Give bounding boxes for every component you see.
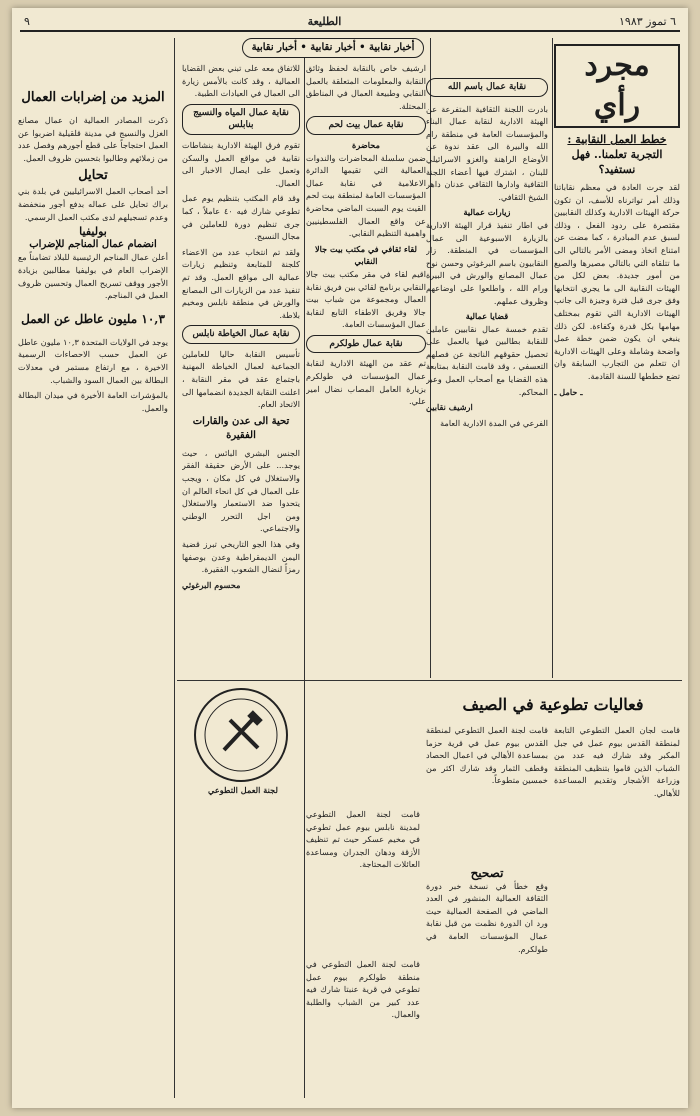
volunteer-text2: قامت لجنة العمل التطوعي لمنطقة القدس بيوم عمل في قرية حزما بمساعدة الأهالي في اعمال الحصاد وقطف الثمار وقد شارك اكثر من خمسين متطوعاً. [426, 725, 548, 786]
box-nablus-tailoring: نقابة عمال الخياطة نابلس [182, 325, 300, 344]
col4-body6: الجنس البشري البائس ، حيث يوجد... على الأرض حقيقة الفقر والاستغلال في كل مكان ، ويجب على العمال في كل انحاء العالم ان يتحدوا ضد الاستعمار والاستغلال ومن اجل التحرر الوطني والاجتماعي. [182, 447, 300, 534]
col3-sub1: محاضرة [352, 139, 380, 150]
union-news-column-2 [426, 38, 548, 678]
col2-body3: تقدم خمسة عمال نقابيين عاملين للنقابة بطالبين فيها بالعمل على تحصيل حقوقهم الناتجة عن فصلهم التعسفي ، وقد قامت النقابة بمتابعة هذه القضايا مع أصحاب العمل وعبر المحاكم. [426, 323, 548, 397]
col4-body3: وقد قام المكتب بتنظيم يوم عمل تطوعي شارك فيه ٤٠ عاملاً ، كما جرى تنظيم دورة للعاملين في مجال النسيج. [182, 193, 300, 242]
volunteer-col1 [554, 724, 680, 1094]
col4-body7: وفي هذا الجو التاريخي تبرز قضية اليمن الديمقراطية وعدن بوصفها رمزاً لنضال الشعوب الفقيرة. [182, 539, 300, 575]
union-news-column-3 [306, 62, 426, 677]
opinion-column [554, 38, 680, 678]
col5-sub3: انضمام عمال المناجم للإضراب [29, 238, 157, 250]
issue-date: ٦ تموز ١٩٨٣ [619, 14, 676, 28]
col3-sub2: لقاء ثقافي في مكتب بيت جالا النقابي [314, 243, 418, 267]
col3-body2: ضمن سلسلة المحاضرات والندوات العمالية التي تقيمها الدائرة الاعلامية في نقابة عمال المؤسسات العامة لمنطقة بيت لحم القيت يوم السبت الماضي محاضرة عن واقع العمال الفلسطينيين واهمية التنظيم النقابي. [306, 152, 426, 239]
col4-body5: تأسيس النقابة حاليا للعاملين الجماعية لعمال الخياطة المهنية باجتماع عقد في مقر النقابة ، اعلنت النقابة الجديدة انضمامها الى الاتحاد العام. [182, 348, 300, 410]
newspaper-page [12, 8, 688, 1108]
volunteer-text4: قامت لجنة العمل التطوعي في منطقة طولكرم بيوم عمل تطوعي في قرية عنبتا شارك فيه عدد كبير من الشباب والطلبة والعمال. [306, 959, 420, 1020]
col5-body4: يوجد في الولايات المتحدة ١٠,٣ مليون عاطل عن العمل حسب الاحصاءات الرسمية الاخيرة ، مع ارتفاع مستمر في معدلات البطالة بين العمال السود والشباب. [18, 336, 168, 385]
news-banner: أخبار نقابية • أخبار نقابية • أخبار نقابية [242, 38, 424, 58]
col2-sub1: زيارات عمالية [463, 207, 511, 218]
running-header [20, 12, 680, 32]
page-number: ٩ [24, 14, 30, 28]
box-title-ramallah: نقابة عمال باسم الله [426, 78, 548, 97]
col4-body4: ولقد تم انتخاب عدد من الاعضاء كلجنة للمتابعة وتنظيم زيارات عمالية الى مواقع العمل. وقد تم تنفيذ عدد من الزيارات الى المصانع والورش في منطقة نابلس ومخيم بلاطة. [182, 246, 300, 320]
col3-body1: ارشيف خاص بالنقابة لحفظ وثائق النقابة والمعلومات المتعلقة بالعمل النقابي وطبيعة العمال في المناطق المحتلة. [306, 63, 426, 111]
opinion-signature: ـ حامل ـ [554, 386, 583, 397]
col5-box: ١٠,٣ مليون عاطل عن العمل [21, 311, 165, 326]
volunteer-logo-caption: لجنة العمل التطوعي [208, 785, 278, 795]
col2-footer: الفرعي في المدة الادارية العامة [440, 417, 548, 428]
box-nablus-textile: نقابة عمال المياه والنسيج بنابلس [182, 104, 300, 135]
paper-name: الطليعة [307, 14, 342, 28]
col3-body4: تم عقد من الهيئة الادارية لنقابة عمال المؤسسات في طولكرم بزيارة العامل المصاب نضال امير علي. [306, 358, 426, 407]
col5-body5: بالمؤشرات العامة الأخيرة في ميدان البطالة والعمل. [18, 390, 168, 413]
correction-title: تصحيح [470, 865, 504, 880]
col4-body1: للاتفاق معه على تبني بعض القضايا العمالية ، وقد كانت بالأمس زيارة الى العمال في العيادات الطبية. [182, 63, 300, 99]
col5-sub2: بوليفيا [79, 225, 107, 239]
col2-body2: في اطار تنفيذ قرار الهيئة الادارية بالزيارة الاسبوعية الى عمال المؤسسات في المنطقة. زار النقابيون باسم البرغوثي وحسن نوح عمال المصانع والورش في البيرة ورام الله ، واطلعوا على اوضاعهم وظروف عملهم. [426, 219, 548, 306]
col2-signature: ارشيف نقابين [426, 402, 473, 413]
col4-sub: تحية الى عدن والقارات الفقيرة [192, 415, 290, 441]
strikes-column [18, 38, 168, 1098]
masthead-title: مجرد رأي [554, 44, 680, 128]
volunteer-col2 [426, 724, 548, 1094]
col5-body3: أعلن عمال المناجم الرئيسية للبلاد تضامناً مع الإضراب العام في بوليفيا مطالبين بزيادة الأجور ووقف تسريح العمال وتحسين ظروف العمل في المناجم. [18, 252, 168, 301]
volunteer-text3: قامت لجنة العمل التطوعي لمدينة نابلس بيوم عمل تطوعي في مخيم عسكر حيث تم تنظيف الأزقة ودهان الجدران ومساعدة العائلات المحتاجة. [306, 809, 420, 870]
masthead-subtitle: خطط العمل النقابية : [567, 133, 667, 146]
volunteer-col4 [306, 958, 420, 1098]
strikes-title: المزيد من إضرابات العمال [21, 90, 165, 105]
box-bethlehem: نقابة عمال بيت لحم [306, 116, 426, 135]
hammer-tool-icon [196, 690, 286, 780]
col5-body2: أحد أصحاب العمل الاسرائيليين في بلدة بني براك تحايل على عماله بدفع أجور منخفضة وعدم تسجيلهم لدى مكتب العمل الرسمي. [18, 186, 168, 222]
col3-body3: اقيم لقاء في مقر مكتب بيت جالا النقابي برنامج لقائي بين فريق نقابة العمال ومجموعة من شباب بيت جالا وفريق الاطفاء التابع لنقابة عمال المؤسسات العامة. [306, 268, 426, 330]
volunteer-title: فعاليات تطوعية في الصيف [462, 695, 644, 714]
volunteer-text1: قامت لجان العمل التطوعي التابعة لمنطقة القدس بيوم عمل في جبل المكبر وقد شارك فيه عدد من الشباب الذين قاموا بتنظيف المنطقة وزراعة الأشجار وتقديم المساعدة للأهالي. [554, 725, 680, 798]
masthead-subtitle2: التجربة تعلمنا.. فهل نستفيد؟ [571, 148, 663, 176]
col5-sub1: تحايل [78, 168, 108, 184]
col2-body1: بادرت اللجنة الثقافية المتفرعة عن الهيئة الادارية لنقابة عمال البناء والمؤسسات العامة في منطقة رام الله والبيرة الى عقد ندوة عن الأوضاع الراهنة والغزو الاسرائيلي للبنان ، اشترك فيها أعضاء اللجنة الثقافية وادارها الثقافي عدنان داهر الشيخ الثقافي. [426, 103, 548, 202]
union-news-column-4 [182, 62, 300, 1092]
volunteer-logo [194, 688, 288, 782]
box-tulkarm: نقابة عمال طولكرم [306, 335, 426, 354]
col2-sub2: قضايا عمالية [465, 311, 509, 322]
opinion-body: لقد جرت العادة في معظم نقاباتنا وذلك أمر تواترناه للأسف، ان تكون حركة الهيئات الادارية وكذلك النقابيين مقتصرة على ردود الفعل ، وذلك لسبق عدم المبادرة ، كما مضت عن امتناع اتخاذ ومضى الأمر بالتالي الى ما تتلقاه التي بالتالي مصيرها والصيغ من أمور جديدة. بعض لكل من الهيئات النقابية الى ما يجري انتخابها وفق جرى قبل فترة وجيزة الى جانب الهيئات الادارية التي تقوم بمختلف مهامها بكل قدرة وكفاءة. لكن ذلك ينبغي ان يكون ضمن خطة عمل واضحة وشاملة وعلى الهيئات الادارية ان تتعلم من التجارب السابقة وان تضع خططها للسنة القادمة. [554, 182, 680, 381]
col4-body2: تقوم فرق الهيئة الادارية بنشاطات نقابية في مواقع العمل والسكن وتعمل على ايصال الاخبار الى العمال. [182, 139, 300, 188]
col4-signature: محسوم البرغوثي [182, 579, 241, 590]
col5-body1: ذكرت المصادر العمالية ان عمال مصانع الغزل والنسيج في مدينة قلقيلية اضربوا عن العمل احتجاجاً على قطع أجورهم وفصل عدد من زملائهم وطالبوا بتحسين ظروف العمل. [18, 115, 168, 163]
correction-text: وقع خطأ في نسخة خبر دورة الثقافة العمالية المنشور في العدد الماضي في الصفحة العمالية حيث ورد ان الدورة نظمت من قبل نقابة عمال المؤسسات العامة في طولكرم. [426, 880, 548, 954]
